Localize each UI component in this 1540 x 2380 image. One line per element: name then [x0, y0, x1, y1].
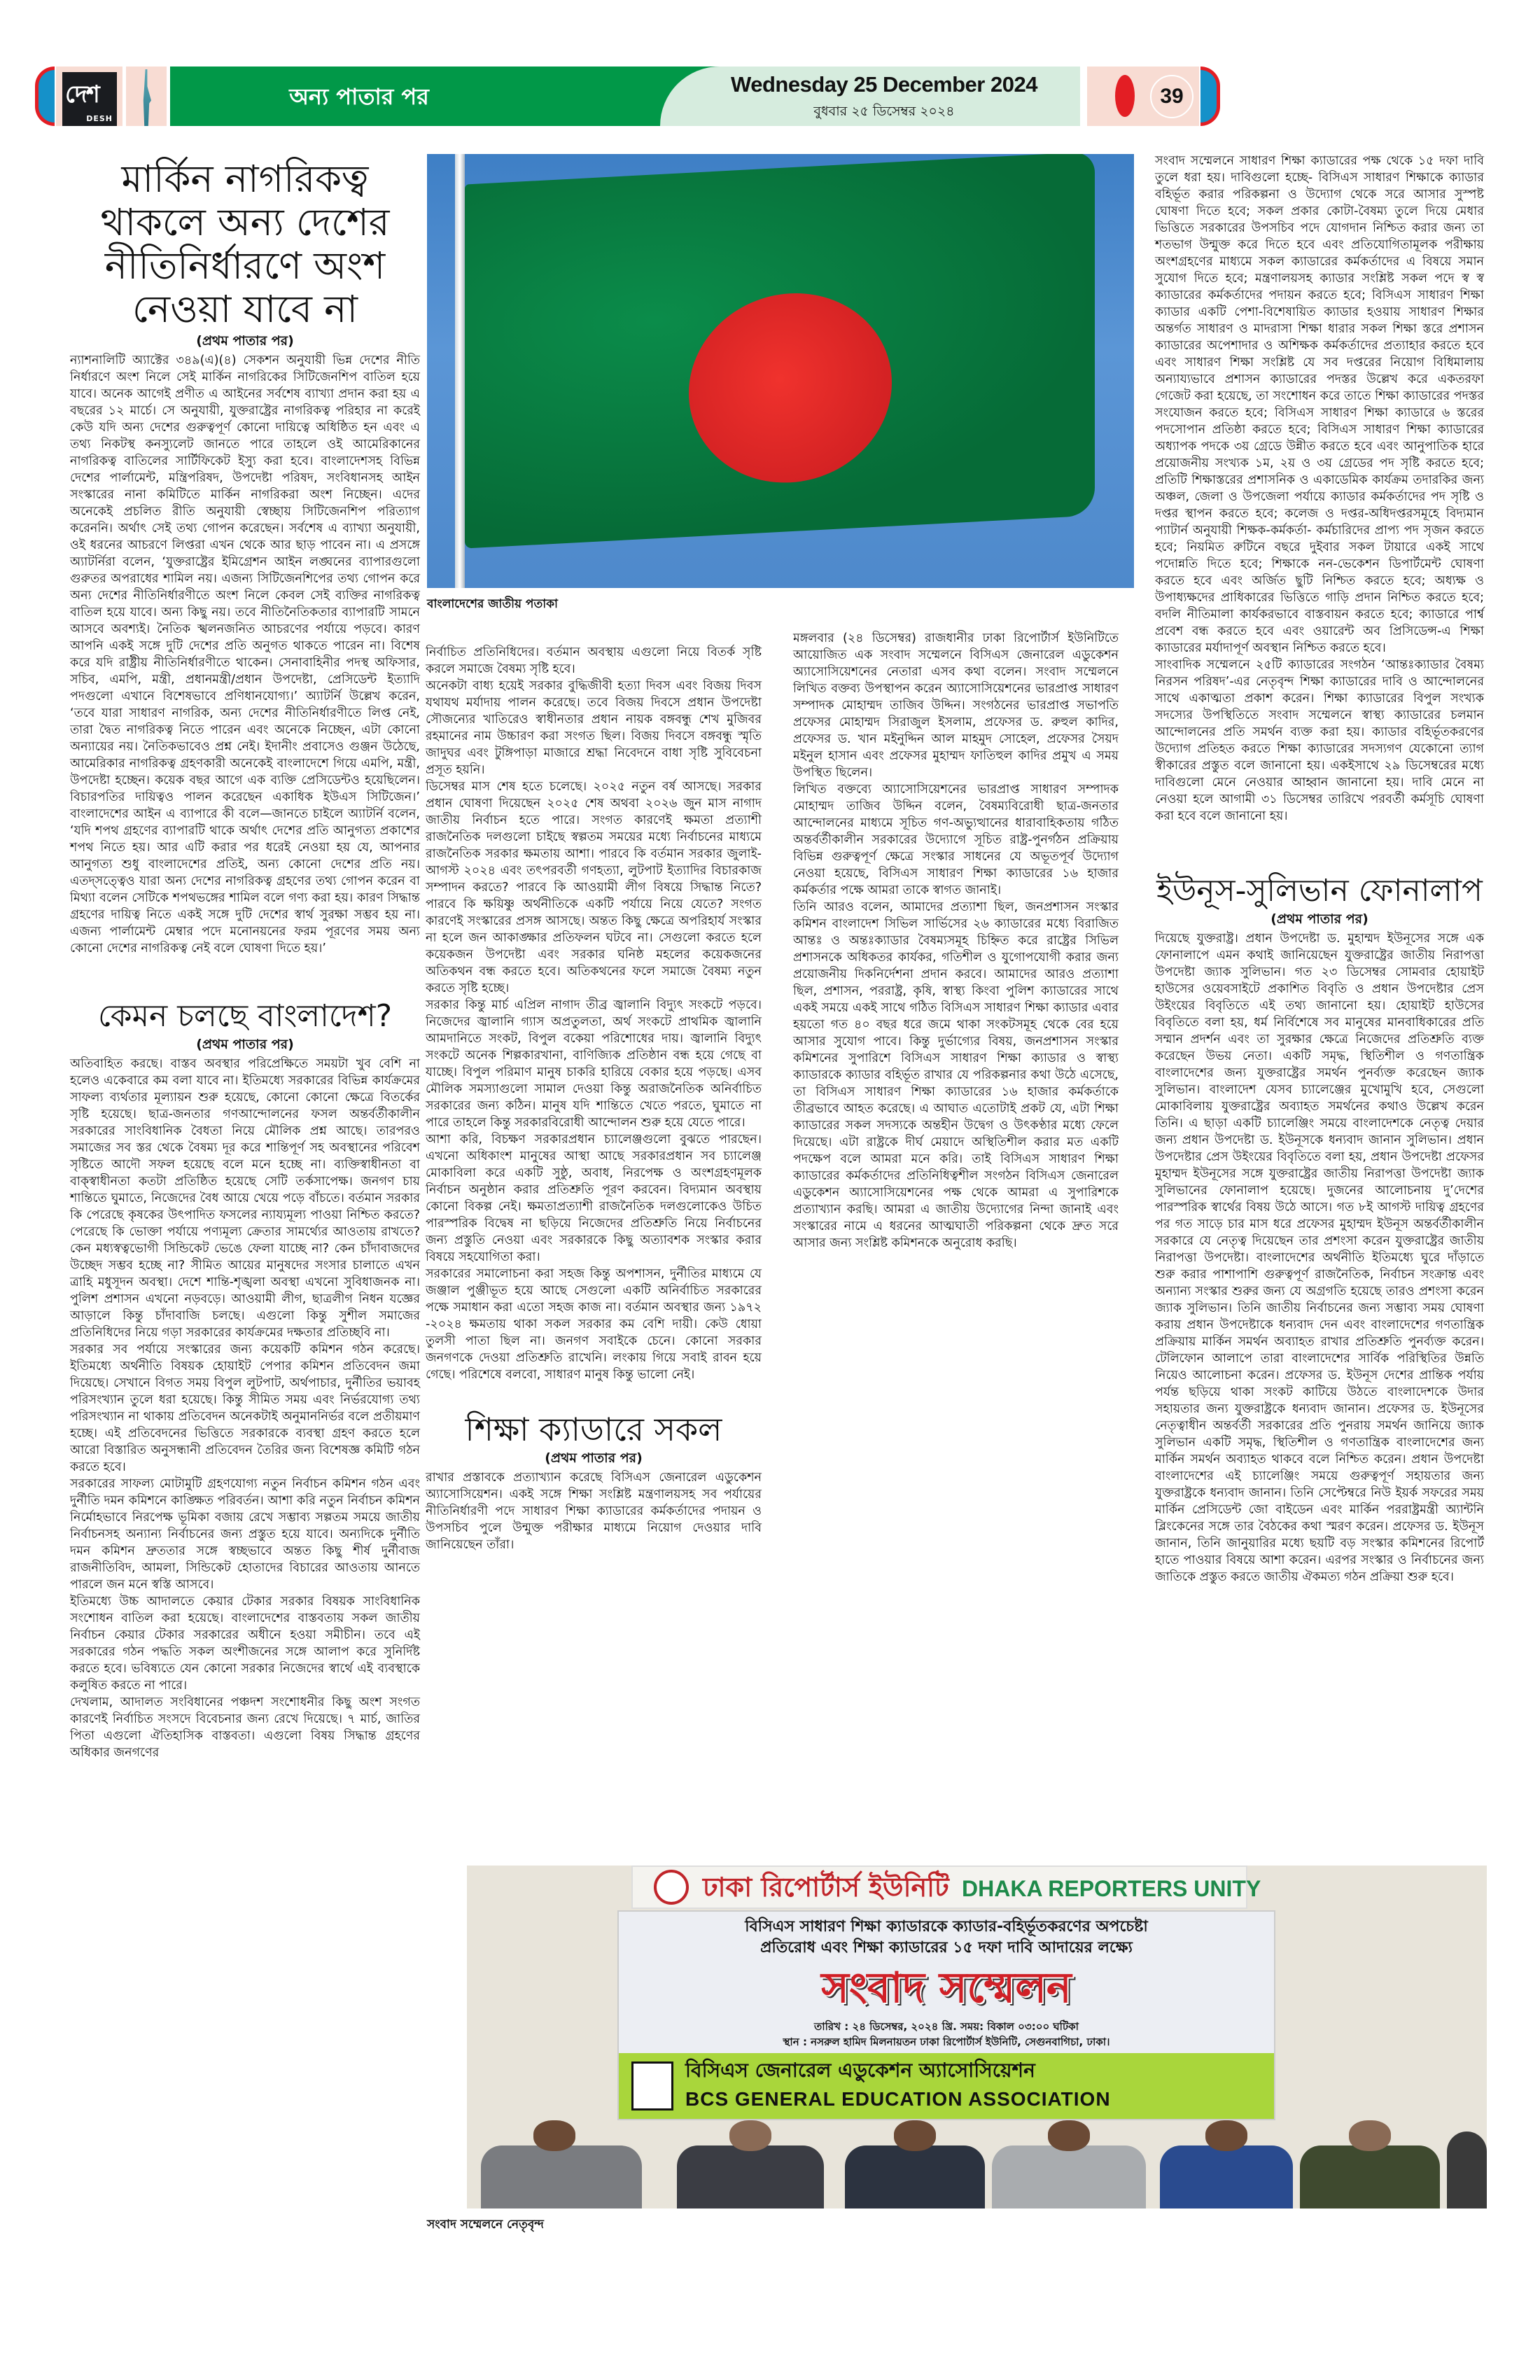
banner-date-time: তারিখ : ২৪ ডিসেম্বর, ২০২৪ খ্রি. সময়: বিকাল ০৩:০০ ঘটিকা — [814, 2020, 1079, 2033]
masthead — [35, 66, 1526, 126]
headline-education-cadre[interactable]: শিক্ষা ক্যাডারে সকল — [465, 1410, 722, 1448]
continued-label: (প্রথম পাতার পর) — [1270, 911, 1368, 927]
article-paragraph: দিয়েছে যুক্তরাষ্ট্র। প্রধান উপদেষ্টা ড. মুহাম্মদ ইউনূসের সঙ্গে এক ফোনালাপে এমন কথাই জানিয়েছেন যুক্তরাষ্ট্রের জাতীয় নিরাপত্তা উপদেষ্টা জ্যাক সুলিভান। গত ২৩ ডিসেম্বর সোমবার হোয়াইট হাউসের ওয়েবসাইটে প্রকাশিত বিবৃতি ও প্রধান উপদেষ্টার প্রেস উইংয়ের বিবৃতিতে এই তথ্য জানানো হয়। হোয়াইট হাউসের বিবৃতিতে বলা হয়, ধর্ম নির্বিশেষে সব মানুষের মানবাধিকারের প্রতি সম্মান প্রদর্শন এবং তা সুরক্ষার ক্ষেত্রে নিজেদের প্রতিশ্রুতি ব্যক্ত করেছেন উভয় নেতা। একটি সমৃদ্ধ, স্থিতিশীল ও গণতান্ত্রিক বাংলাদেশের জন্য যুক্তরাষ্ট্রের সমর্থন পুনর্ব্যক্ত করেছেন জ্যাক সুলিভান। বাংলাদেশ যেসব চ্যালেঞ্জের মুখোমুখি হবে, সেগুলো মোকাবিলায় যুক্তরাষ্ট্রের অব্যাহত সমর্থনের কথাও উল্লেখ করেন তিনি। এ ছাড়া একটি চ্যালেঞ্জিং সময়ে বাংলাদেশকে নেতৃত্ব দেয়ার জন্য প্রধান উপদেষ্টা ড. ইউনূসকে ধন্যবাদ জানান সুলিভান। প্রধান উপদেষ্টার প্রেস উইংয়ের বিবৃতিতে বলা হয়, প্রধান উপদেষ্টা প্রফেসর মুহাম্মদ ইউনূসের সঙ্গে যুক্তরাষ্ট্রের জাতীয় নিরাপত্তা উপদেষ্টা জ্যাক সুলিভানের ফোনালাপ হয়েছে। দুজনের আলোচনায় দু’দেশের পারস্পরিক স্বার্থের বিষয় উঠে আসে। গত ৮ই আগস্ট দায়িত্ব গ্রহণের পর গত সাড়ে চার মাস ধরে প্রফেসর মুহাম্মদ ইউনূস অন্তর্বর্তীকালীন সরকারে যে নেতৃত্ব দিয়েছেন তার প্রশংসা করেন যুক্তরাষ্ট্রের জাতীয় নিরাপত্তা উপদেষ্টা। বাংলাদেশের অর্থনীতি ইতিমধ্যে ঘুরে দাঁড়াতে শুরু করার পাশাপাশি গুরুত্বপূর্ণ রাজনৈতিক, নির্বাচন সংক্রান্ত এবং অন্যান্য সংস্কার শুরুর জন্য যে অগ্রগতি হয়েছে তারও প্রশংসা করেন জ্যাক সুলিভান। তিনি জাতীয় নির্বাচনের জন্য সম্ভাব্য সময় ঘোষণা করায় প্রধান উপদেষ্টাকে ধন্যবাদ দেন এবং বাংলাদেশের গণতান্ত্রিক প্রক্রিয়ায় মার্কিন সমর্থন অব্যাহত রাখার প্রতিশ্রুতি পুনর্ব্যক্ত করেন। টেলিফোন আলাপে তারা বাংলাদেশের সার্বিক পরিস্থিতির উন্নতি নিয়েও আলোচনা করেন। প্রফেসর ড. ইউনূস দেশের প্রান্তিক পর্যায় পর্যন্ত ছড়িয়ে থাকা সংকট কাটিয়ে উঠতে বাংলাদেশকে উদার সহায়তার জন্য যুক্তরাষ্ট্রকে ধন্যবাদ জানান। প্রফেসর ড. ইউনূসের নেতৃত্বাধীন অন্তর্বর্তী সরকারের প্রতি পুনরায় সমর্থন জানিয়ে জ্যাক সুলিভান একটি সমৃদ্ধ, স্থিতিশীল ও গণতান্ত্রিক বাংলাদেশের জন্য মার্কিন সমর্থন অব্যাহত থাকবে বলে নিশ্চিত করেন। প্রধান উপদেষ্টা বাংলাদেশের এই চ্যালেঞ্জিং সময়ে গুরুত্বপূর্ণ সহায়তার জন্য যুক্তরাষ্ট্রকে ধন্যবাদ জানান। তিনি সেপ্টেম্বরে নিউ ইয়র্ক সফরের সময় মার্কিন প্রেসিডেন্ট জো বাইডেন এবং মার্কিন পররাষ্ট্রমন্ত্রী অ্যান্টনি ব্লিংকেনের সঙ্গে তার বৈঠকের কথা স্মরণ করেন। প্রফেসর ড. ইউনূস জানান, তিনি জানুয়ারির মধ্যে ছয়টি বড় সংস্কার কমিশনের রিপোর্ট হাতে পাওয়ার বিষয়ে আশা করেন। এরপর সংস্কার ও নির্বাচনের জন্য জাতিকে প্রস্তুত করতে জাতীয় ঐকমত্য গঠন প্রক্রিয়া শুরু হবে। — [1155, 931, 1484, 1584]
banner-line-2: প্রতিরোধ এবং শিক্ষা ক্যাডারের ১৫ দফা দাবি আদায়ের লক্ষ্যে — [760, 1939, 1133, 1956]
article-paragraph: রাখার প্রস্তাবকে প্রত্যাখ্যান করেছে বিসিএস জেনারেল এডুকেশন অ্যাসোসিয়েশন। একই সঙ্গে শিক্ষা সংশ্লিষ্ট মন্ত্রণালয়সহ সব পর্যায়ের নীতিনির্ধারণী পদে সাধারণ শিক্ষা ক্যাডারের কর্মকর্তাদের পদায়ন ও উপসচিব পুলে উন্মুক্ত পরীক্ষার মাধ্যমে নিয়োগ দেওয়ার দাবি জানিয়েছেন তাঁরা। — [426, 1470, 762, 1552]
article-paragraph: সংবাদ সম্মেলনে সাধারণ শিক্ষা ক্যাডারের পক্ষ থেকে ১৫ দফা দাবি তুলে ধরা হয়। দাবিগুলো হচ্ছে- বিসিএস সাধারণ শিক্ষাকে ক্যাডার বহির্ভূত করার পরিকল্পনা ও উদ্যোগ থেকে সরে আসার সুস্পষ্ট ঘোষণা দিতে হবে; সকল প্রকার কোটা-বৈষম্য তুলে দিয়ে মেধার ভিত্তিতে সরকারের উপসচিব পদে যোগদান নিশ্চিত করার জন্য তা শতভাগ উন্মুক্ত করে দিতে হবে এবং প্রতিযোগিতামূলক পরীক্ষায় অংশগ্রহণের মাধ্যমে সকল ক্যাডারের কর্মকর্তাদের এ বিষয়ে সমান সুযোগ দিতে হবে; মন্ত্রণালয়সহ ক্যাডার সংশ্লিষ্ট সকল পদে স্ব স্ব ক্যাডারের কর্মকর্তাদের পদায়ন করতে হবে; বিসিএস সাধারণ শিক্ষা ক্যাডার একটি পেশা-বিশেষায়িত ক্যাডার হওয়ায় সাধারণ শিক্ষার অন্তর্গত সাধারণ ও মাদরাসা শিক্ষা ধারার সকল শিক্ষা স্তরে প্রশাসন ক্যাডারের অপেশাদার ও অশিক্ষক কর্মকর্তাদের প্রত্যাহার করতে হবে এবং সাধারণ শিক্ষা সংশ্লিষ্ট যে সব দপ্তরের নিয়োগ বিধিমালায় অন্যায্যভাবে প্রশাসন ক্যাডারের পদস্তর উল্লেখ করে একতরফা গেজেট করা হয়েছে, তা সংশোধন করে তাতে শিক্ষা ক্যাডারের পদস্তর সংযোজন করতে হবে; বিসিএস সাধারণ শিক্ষা ক্যাডারে ৬ স্তরের পদসোপান প্রতিষ্ঠা করতে হবে; বিসিএস সাধারণ শিক্ষা ক্যাডারের অধ্যাপক পদকে ৩য় গ্রেডে উন্নীত করতে হবে এবং আনুপাতিক হারে প্রয়োজনীয় সংখ্যক ১ম, ২য় ও ৩য় গ্রেডের পদ সৃষ্টি করতে হবে; প্রতিটি শিক্ষাস্তরের প্রশাসনিক ও একাডেমিক কার্যক্রম তদারকির জন্য অঞ্চল, জেলা ও উপজেলা পর্যায়ে ক্যাডার কর্মকর্তাদের পদ সৃষ্টি ও দপ্তর স্থাপন করতে হবে; কলেজ ও দপ্তর-অধিদপ্তরসমূহে বিদ্যমান প্যাটার্ন অনুযায়ী শিক্ষক-কর্মকর্তা- কর্মচারিদের প্রাপ্য পদ সৃজন করতে হবে; নিয়মিত রুটিনে বছরে দুইবার সকল টায়ারে একই সাথে পদোন্নতি দিতে হবে; শিক্ষাকে নন-ভেকেশন ডিপার্টমেন্ট ঘোষণা করতে হবে এবং অর্জিত ছুটি নিশ্চিত করতে হবে; অধ্যক্ষ ও উপাধ্যক্ষদের প্রাধিকারের ভিত্তিতে গাড়ি প্রদান নিশ্চিত করতে হবে; বদলি নীতিমালা কার্যকরভাবে বাস্তবায়ন করতে হবে; ক্যাডারে পার্শ্ব প্রবেশ বন্ধ করতে হবে এবং ওয়ারেন্ট অব প্রিসিডেন্স-এ শিক্ষা ক্যাডারের মর্যাদাপূর্ণ অবস্থান নিশ্চিত করতে হবে। — [1155, 154, 1484, 655]
article-paragraph: আশা করি, বিচক্ষণ সরকারপ্রধান চ্যালেঞ্জগুলো বুঝতে পারছেন। এখনো অধিকাংশ মানুষের আস্থা আছে সরকারপ্রধান সব চ্যালেঞ্জ মোকাবিলা করে একটি সুষ্ঠু, অবাধ, নিরপেক্ষ ও অংশগ্রহণমূলক নির্বাচন অনুষ্ঠান করার প্রতিশ্রুতি পূরণ করবেন। বিদ্যমান অবস্থায় কোনো বিকল্প নেই। ক্ষমতাপ্রত্যাশী রাজনৈতিক দলগুলোকেও উচিত পারস্পরিক বিদ্বেষ না ছড়িয়ে নিজেদের প্রতিশ্রুতি নিয়ে নির্বাচনের জন্য প্রস্তুতি নেওয়া এবং সরকারকে কিছু অত্যাবশক সংস্কার করার বিষয়ে সহযোগিতা করা। — [426, 1133, 762, 1264]
column-left — [70, 158, 420, 1761]
flag-photo-caption: বাংলাদেশের জাতীয় পতাকা — [427, 597, 558, 611]
flag-green-field — [465, 154, 1095, 549]
article-paragraph: সরকারের সমালোচনা করা সহজ কিন্তু অপশাসন, দুর্নীতির মাধ্যমে যে জঞ্জাল পুঞ্জীভূত হয়ে আছে সেগুলো একটি অনির্বাচিত সরকারের পক্ষে সমাধান করা এতো সহজ কাজ না। বর্তমান অবস্থার জন্য ১৯৭২ -২০২৪ ক্ষমতায় থাকা সকল সরকার কম বেশি দায়ী। কেউ ধোয়া তুলসী পাতা ছিল না। জনগণ সবাইকে চেনে। কোনো সরকার জনগণকে দেওয়া প্রতিশ্রুতি রাখেনি। লংকায় গিয়ে সবাই রাবন হয়ে গেছে। পরিশেষে বলবো, সাধারণ মানুষ কিন্তু ভালো নেই। — [426, 1267, 762, 1382]
logo-mark — [62, 72, 117, 126]
article-paragraph: সরকার সব পর্যায়ে সংস্কারের জন্য কয়েকটি কমিশন গঠন করেছে। ইতিমধ্যে অর্থনীতি বিষয়ক হোয়াইট পেপার কমিশন প্রতিবেদন জমা দিয়েছে। সেখানে বিগত সময় বিপুল লুটপাট, অর্থপাচার, দুর্নীতির ভয়াবহ পরিসংখ্যান তুলে ধরা হয়েছে। কিন্তু সীমিত সময় এবং নির্ভরযোগ্য তথ্য পরিসংখ্যান না থাকায় প্রতিবেদন অনেকটাই অনুমাননির্ভর বলে প্রতীয়মাণ হচ্ছে। এই প্রতিবেদনের ভিত্তিতে সরকারকে ব্যবস্থা গ্রহণ করতে হলে আরো বিস্তারিত অনুসন্ধানী প্রতিবেদন তৈরির জন্য বিশেষজ্ঞ কমিটি গঠন করতে হবে। — [70, 1342, 420, 1474]
article-paragraph: ন্যাশনালিটি অ্যাক্টের ৩৪৯(এ)(৪) সেকশন অনুযায়ী ভিন্ন দেশের নীতি নির্ধারণে অংশ নিলে সেই মার্কিন নাগরিকের সিটিজেনশিপ বাতিল হয়ে যাবে। অনেক আগেই প্রণীত এ আইনের সর্বশেষ ব্যাখ্যা প্রদান করা হয় এ বছরের ১২ মার্চে। সে অনুযায়ী, যুক্তরাষ্ট্রের নাগরিকত্ব পরিহার না করেই কেউ যদি অন্য দেশের গুরুত্বপূর্ণ কোনো দায়িত্বে অধিষ্ঠিত হন এবং এ তথ্য নিকটস্থ কনস্যুলেট জানতে পারে তাহলে ওই আমেরিকানের নাগরিকত্ব বাতিলের সার্টিফিকেট ইস্যু করা হবে। বাংলাদেশসহ বিভিন্ন দেশের পার্লামেন্ট, মন্ত্রিপরিষদ, উপদেষ্টা পরিষদ, সংবিধানসহ আইন সংস্কারের নানা কমিটিতে মার্কিন নাগরিকরা অংশ নিচ্ছেন। এদের অনেকেই প্রচলিত রীতি অনুযায়ী স্বেচ্ছায় সিটিজেনশিপ পরিত্যাগ করেননি। অর্থাৎ সেই তথ্য গোপন করেছেন। সর্বশেষ এ ব্যাখ্যা অনুযায়ী, ওই ধরনের আচরণে লিপ্তরা এখন থেকে আর ছাড় পাবেন না। এ প্রসঙ্গে অ্যাটর্নিরা বলেন, ‘যুক্তরাষ্ট্রের ইমিগ্রেশন আইন লঙ্ঘনের ব্যাপারগুলো গুরুতর অপরাধের শামিল নয়। এজন্য সিটিজেনশিপের তথ্য গোপন করে অন্য দেশের নীতিনির্ধারণীতে অংশ নিলে কেবল সেই ব্যক্তির নাগরিকত্ব বাতিল হয়ে যাবে। অন্য কিছু নয়। তবে নীতিনৈতিকতার ব্যাপারটি সামনে আসবে অবশ্যই। নৈতিক স্খলনজনিত আচরণের পর্যায়ে পড়বে। কারণ আপনি একই সঙ্গে দুটি দেশের প্রতি অনুগত থাকতে পারেন না। বিশেষ করে যদি রাষ্ট্রীয় নীতিনির্ধারণীতে থাকেন। সেনাবাহিনীর পদস্থ অফিসার, সচিব, এমপি, মন্ত্রী, প্রধানমন্ত্রী/প্রধান উপদেষ্টা, প্রেসিডেন্ট ইত্যাদি পদগুলো এখানে বিশেষভাবে প্রণিধানযোগ্য।’ অ্যাটর্নি উল্লেখ করেন, ‘তবে যারা সাধারণ নাগরিক, অন্য দেশের নীতিনির্ধারণীতে লিপ্ত নেই, তারা দ্বৈত নাগরিকত্ব নিতে পারেন এবং অনেকে নিচ্ছেন, এটা কোনো অন্যায়ের নয়। নৈতিকভাবেও প্রশ্ন নেই। ইদানীং প্রবাসেও গুঞ্জন উঠেছে, আমেরিকার নাগরিকত্ব গ্রহণকারী অনেকেই বাংলাদেশে গিয়ে এমপি, মন্ত্রী, উপদেষ্টা হচ্ছেন। কয়েক বছর আগে এক ব্যক্তি প্রেসিডেন্টও হয়েছিলেন। বিচারপতির দায়িত্বও পালন করেছেন একাধিক ইউএস সিটিজেন।’ বাংলাদেশের আইন এ ব্যাপারে কী বলে—জানতে চাইলে অ্যাটর্নি বলেন, ‘যদি শপথ গ্রহণের ব্যাপারটি থাকে অর্থাৎ দেশের প্রতি আনুগত্য প্রকাশের শপথ নিতে হয়। আর এটি করার পর ধরেই নেওয়া হয় যে, আপনার আনুগত্য শুধু বাংলাদেশের প্রতিই, অন্য কোনো দেশের প্রতি নয়। এতদ্সত্ত্বেও যারা অন্য দেশের নাগরিকত্ব গ্রহণের তথ্য গোপন করেন বা মিথ্যা বলেন সেটিকে শপথভঙ্গের শামিল বলে গণ্য করা হয়। কারণ সিদ্ধান্ত গ্রহণের দায়িত্ব নিতে একই সঙ্গে দুটি দেশের স্বার্থ সুরক্ষা সম্ভব হয় না। এজন্য পার্লামেন্ট মেম্বার পদে মনোনয়নের ফরম পূরণের সময় অন্য কোনো দেশের নাগরিকত্ব নেই বলে ঘোষণা দিতে হয়।’ — [70, 354, 420, 956]
date-english: Wednesday 25 December 2024 — [731, 72, 1037, 97]
seated-leaders — [467, 2120, 1487, 2208]
statue-of-liberty-icon — [126, 66, 167, 126]
flag-red-disc — [689, 288, 892, 488]
continued-label: (প্রথম পাতার পর) — [196, 333, 294, 349]
date-panel — [660, 66, 1080, 126]
article-paragraph: তিনি আরও বলেন, আমাদের প্রত্যাশা ছিল, জনপ্রশাসন সংস্কার কমিশন বাংলাদেশ সিভিল সার্ভিসের ২৬ ক্যাডারের মধ্যে বিরাজিত আন্তঃ ও অন্তঃক্যাডার বৈষম্যসমূহ চিহ্নিত করে রাষ্ট্রের সিভিল প্রশাসনকে অধিকতর কার্যকর, গতিশীল ও যুগোপযোগী করার জন্য প্রয়োজনীয় দিকনির্দেশনা প্রদান করবে। আমাদের আরও প্রত্যাশা ছিল, প্রশাসন, পররাষ্ট্র, কৃষি, স্বাস্থ্য কিংবা পুলিশ ক্যাডারের সাথে একই সময়ে একই সাথে গঠিত বিসিএস সাধারণ শিক্ষা ক্যাডার এবার হয়তো গত ৪০ বছর ধরে জমে থাকা সংকটসমূহ থেকে বের হয়ে আসার সুযোগ পাবে। কিন্তু দুর্ভাগ্যের বিষয়, জনপ্রশাসন সংস্কার কমিশনের সুপারিশে বিসিএস সাধারণ শিক্ষা ক্যাডার ও স্বাস্থ্য ক্যাডারকে ক্যাডার বহির্ভূত রাখার যে পরিকল্পনার কথা উঠে এসেছে, তা বিসিএস সাধারণ শিক্ষা ক্যাডারের ১৬ হাজার কর্মকর্তাকে তীব্রভাবে আহত করেছে। এ আঘাত এতোটাই প্রকট যে, এটা শিক্ষা ক্যাডারের সকল সদস্যকে অন্তহীন উদ্বেগ ও উৎকণ্ঠার মধ্যে ফেলে দিয়েছে। এটা রাষ্ট্রকে দীর্ঘ মেয়াদে অস্থিতিশীল করার মত একটি পদক্ষেপ বলে আমরা মনে করি। তাই বিসিএস সাধারণ শিক্ষা ক্যাডারের কর্মকর্তাদের প্রতিনিধিত্বশীল সংগঠন বিসিএস জেনারেল এডুকেশন অ্যাসোসিয়েশনের পক্ষ থেকে আমরা এ সুপারিশকে প্রত্যাখ্যান করছি। আমরা এ জাতীয় উদ্যোগের নিন্দা জানাই এবং সংস্কারের নামে এ ধরনের আত্মঘাতী পরিকল্পনা থেকে দ্রুত সরে আসার জন্য সংশ্লিষ্ট কমিশনকে অনুরোধ করছি। — [793, 900, 1119, 1250]
org-name-bn: বিসিএস জেনারেল এডুকেশন অ্যাসোসিয়েশন — [685, 2059, 1035, 2082]
column-right — [1155, 153, 1484, 1586]
article-paragraph: ডিসেম্বর মাস শেষ হতে চলেছে। ২০২৫ নতুন বর্ষ আসছে। সরকার প্রধান ঘোষণা দিয়েছেন ২০২৫ শেষ অথবা ২০২৬ জুন মাস নাগাদ জাতীয় নির্বাচন হতে পারে। সংগত কারণেই ক্ষমতা প্রত্যাশী রাজনৈতিক দলগুলো চাইছে স্বল্পতম সময়ের মধ্যে নির্বাচনের মাধ্যমে রাজনৈতিক সরকার ক্ষমতায় আশা। পারবে কি বর্তমান সরকার জুলাই-আগস্ট ২০২৪ এবং তৎপরবর্তী গণহত্যা, লুটপাট ইত্যাদির বিচারকাজ সম্পাদন করতে? পারবে কি আওয়ামী লীগ বিষয়ে সিদ্ধান্ত নিতে? পারবে কি ক্ষয়িষ্ণু অর্থনীতিকে একটি পর্যায়ে নিয়ে যেতে? সংগত কারণেই সংস্কারের প্রসঙ্গ আসছে। অন্তত কিছু ক্ষেত্রে অপরিহার্য সংস্কার না হলে জন আকাঙ্ক্ষার প্রতিফলন ঘটবে না। সেগুলো করতে হলে কয়েকজন উপদেষ্টা এবং সরকার ঘনিষ্ঠ মহলের কয়েকজনের অতিকথন বন্ধ করতে হবে। অতিকথনের ফলে সমাজে বৈষম্য নতুন করতে সৃষ্টি হচ্ছে। — [426, 780, 762, 995]
date-bangla: বুধবার ২৫ ডিসেম্বর ২০২৪ — [813, 104, 955, 119]
dru-signboard — [631, 1865, 1261, 1909]
flag-sun-icon — [1115, 75, 1135, 117]
page-number: 39 — [1150, 75, 1194, 118]
section-title: অন্য পাতার পর — [289, 83, 429, 110]
org-name-en: BCS GENERAL EDUCATION ASSOCIATION — [685, 2088, 1111, 2110]
article-paragraph: দেখলাম, আদালত সংবিধানের পঞ্চদশ সংশোধনীর কিছু অংশ সংগত কারণেই নির্বাচিত সংসদে বিবেচনার জন্য রেখে দিয়েছে। ৭ মার্চ, জাতির পিতা এগুলো ঐতিহাসিক বাস্তবতা। এগুলো বিষয় সিদ্ধান্ত গ্রহণের অধিকার জনগণের — [70, 1695, 420, 1760]
banner-line-1: বিসিএস সাধারণ শিক্ষা ক্যাডারকে ক্যাডার-বহির্ভূতকরণের অপচেষ্টা — [745, 1918, 1148, 1935]
article-paragraph: ইতিমধ্যে উচ্চ আদালতে কেয়ার টেকার সরকার বিষয়ক সাংবিধানিক সংশোধন বাতিল করা হয়েছে। বাংলাদেশের বাস্তবতায় সকল জাতীয় নির্বাচন কেয়ার টেকার সরকারের অধীনে হওয়া সমীচীন। তবে এই সরকারের গঠন পদ্ধতি সকল অংশীজনের সঙ্গে আলাপ করে সুনির্দিষ্ট করতে হবে। ভবিষ্যতে যেন কোনো সরকার নিজেদের স্বার্থে এই ব্যবস্থাকে কলুষিত করতে না পারে। — [70, 1594, 420, 1693]
dru-sign-en: DHAKA REPORTERS UNITY — [962, 1876, 1261, 1901]
logo-en-text: DESH — [86, 114, 113, 123]
press-banner — [617, 1910, 1275, 2120]
banner-org-stripe — [619, 2053, 1274, 2119]
column-center-right — [793, 630, 1119, 1252]
section-banner — [170, 66, 1080, 126]
continued-label: (প্রথম পাতার পর) — [545, 1450, 643, 1466]
banner-title: সংবাদ সম্মেলন — [821, 1963, 1072, 2012]
article-paragraph: সরকার কিন্তু মার্চ এপ্রিল নাগাদ তীব্র জ্বালানি বিদ্যুৎ সংকটে পড়বে। নিজেদের জ্বালানি গ্যাস অপ্রতুলতা, অর্থ সংকটে প্রাথমিক জ্বালানি আমদানিতে সংকট, বিপুল বকেয়া পরিশোধের দায়। জ্বালানি বিদ্যুৎ সংকটে অনেক শিল্পকারখানা, বাণিজ্যিক প্রতিষ্ঠান বন্ধ হয়ে গেছে বা যাচ্ছে। বিপুল পরিমাণ মানুষ চাকরি হারিয়ে বেকার হয়ে পড়ছে। এসব মৌলিক সমস্যাগুলো সামাল দেওয়া কিন্তু অরাজনৈতিক অনির্বাচিত সরকারের জন্য কঠিন। মানুষ যদি শান্তিতে খেতে পরতে, ঘুমাতে না পারে তাহলে কিন্তু সরকারবিরোধী আন্দোলন শুরু হয়ে যেতে পারে। — [426, 998, 762, 1130]
article-paragraph: সরকারের সাফল্য মোটামুটি গ্রহণযোগ্য নতুন নির্বাচন কমিশন গঠন এবং দুর্নীতি দমন কমিশনে কাঙ্ক্ষিত পরিবর্তন। আশা করি নতুন নির্বাচন কমিশন নির্মোহভাবে নিরপেক্ষ ভূমিকা বজায় রেখে সম্ভাব্য সল্পতম সময়ে জাতীয় নির্বাচনসহ অন্যান্য নির্বাচনের জন্য প্রস্তুত হয়ে যাবে। অন্যদিকে দুর্নীতি দমন কমিশন দ্রুততার সঙ্গে স্বচ্ছভাবে অন্তত কিছু শীর্ষ দুর্নীবাজ রাজনীতিবিদ, আমলা, সিন্ডিকেট হোতাদের বিচারের আওতায় আনতে পারলে জন মনে স্বস্তি আসবে। — [70, 1476, 420, 1592]
dru-logo-icon — [654, 1870, 689, 1905]
bangladesh-flag-photo[interactable] — [427, 154, 1134, 588]
article-paragraph: লিখিত বক্তব্যে অ্যাসোসিয়েশনের ভারপ্রাপ্ত সাধারণ সম্পাদক মোহাম্মদ তাজিব উদ্দিন বলেন, বৈষম্যবিরোধী ছাত্র-জনতার আন্দোলনের মাধ্যমে সূচিত গণ-অভ্যুত্থানের ধারাবাহিকতায় গঠিত অন্তর্বর্তীকালীন সরকারের উদ্যোগে সূচিত রাষ্ট্র-পুনর্গঠন প্রক্রিয়ায় বিভিন্ন গুরুত্বপূর্ণ ক্ষেত্রে সংস্কার সাধনের যে অভূতপূর্ব উদ্যোগ নেওয়া হয়েছে, বিসিএস সাধারণ শিক্ষা ক্যাডারের ১৬ হাজার কর্মকর্তার পক্ষে আমরা তাকে স্বাগত জানাই। — [793, 783, 1119, 897]
banner-venue: স্থান : নসরুল হামিদ মিলনায়তন ঢাকা রিপোর্টার্স ইউনিটি, সেগুনবাগিচা, ঢাকা। — [783, 2036, 1110, 2048]
press-photo-caption: সংবাদ সম্মেলনে নেতৃবৃন্দ — [427, 2218, 544, 2232]
article-paragraph: অনেকটা বাধ্য হয়েই সরকার বুদ্ধিজীবী হত্যা দিবস এবং বিজয় দিবস যথাযথ মর্যাদায় পালন করেছে। তবে বিজয় দিবসে প্রধান উপদেষ্টা সৌজন্যের খাতিরেও স্বাধীনতার প্রধান নায়ক বঙ্গবন্ধু শেখ মুজিবর রহমানের নাম উচ্চারণ করা সংগত ছিল। বিজয় দিবসে বঙ্গবন্ধু স্মৃতি জাদুঘর এবং টুঙ্গিপাড়া মাজারে শ্রদ্ধা নিবেদনে বাধা সৃষ্টি সুবিবেচনা প্রসূত হয়নি। — [426, 679, 762, 777]
association-logo-icon — [631, 2062, 673, 2110]
article-paragraph: নির্বাচিত প্রতিনিধিদের। বর্তমান অবস্থায় এগুলো নিয়ে বিতর্ক সৃষ্টি করলে সমাজে বৈষম্য সৃষ্টি হবে। — [426, 645, 762, 676]
logo-bn-text: দেশ — [65, 80, 99, 108]
headline-yunus-sullivan[interactable]: ইউনূস-সুলিভান ফোনালাপ — [1156, 873, 1483, 909]
article-paragraph: মঙ্গলবার (২৪ ডিসেম্বর) রাজধানীর ঢাকা রিপোর্টার্স ইউনিটিতে আয়োজিত এক সংবাদ সম্মেলনে বিসিএস জেনারেল এডুকেশন অ্যাসোসিয়েশনের নেতারা এসব কথা বলেন। সংবাদ সম্মেলনে লিখিত বক্তব্য উপস্থাপন করেন অ্যাসোসিয়েশনের ভারপ্রাপ্ত সাধারণ সম্পাদক মোহাম্মদ তাজিব উদ্দিন। সংগঠনের ভারপ্রাপ্ত সভাপতি প্রফেসর মোহাম্মদ সিরাজুল ইসলাম, প্রফেসর ড. রুহুল কাদির, প্রফেসর ড. খান মইনুদ্দিন আল মাহমুদ সোহেল, প্রফেসর সৈয়দ মইনুল হাসান এবং প্রফেসর মুহাম্মদ ফাতিহুল কাদির প্রমুখ এ সময় উপস্থিত ছিলেন। — [793, 631, 1119, 780]
newspaper-logo[interactable] — [56, 66, 122, 126]
headline-how-is-bangladesh[interactable]: কেমন চলছে বাংলাদেশ? — [97, 998, 393, 1035]
article-paragraph: অতিবাহিত করছে। বাস্তব অবস্থার পরিপ্রেক্ষিতে সময়টা খুব বেশি না হলেও একেবারে কম বলা যাবে না। ইতিমধ্যে সরকারের বিভিন্ন কার্যক্রমের সাফল্য ব্যর্থতার মূল্যায়ন শুরু হয়েছে, কোনো কোনো ক্ষেত্রে বিতর্কের সৃষ্টি হয়েছে। ছাত্র-জনতার গণআন্দোলনের ফসল অন্তর্বর্তীকালীন সরকারের সাংবিধানিক বৈধতা নিয়ে মৌলিক প্রশ্ন আছে। তারপরও সমাজের সব স্তর থেকে বৈষম্য দূর করে শান্তিপূর্ণ সহ অবস্থানের পরিবেশ সৃষ্টিতে আদৌ সফল হয়েছে বলে মনে হচ্ছে না। ব্যক্তিস্বাধীনতা বা বাক্স্বাধীনতা কতটা প্রতিষ্ঠিত হয়েছে সেটি তর্কসাপেক্ষ। জনগণ চায় শান্তিতে ঘুমাতে, নিজেদের বৈধ আয়ে খেয়ে পড়ে বাঁচতে। বর্তমান সরকার কি পেরেছে কৃষকের উৎপাদিত ফসলের ন্যায্যমূল্য পাওয়া নিশ্চিত করতে? পেরেছে কি ভোক্তা পর্যায়ে পণ্যমূল্য ক্রেতার সামর্থ্যের আওতায় রাখতে? কেন মধ্যস্বত্বভোগী সিন্ডিকেট ভেঙে ফেলা যাচ্ছে না? কেন চাঁদাবাজদের উচ্ছেদ সম্ভব হচ্ছে না? সীমিত আয়ের মানুষদের সংসার চালাতে এখন ত্রাহি মধুসূদন অবস্থা। দেশে শান্তি-শৃঙ্খলা অবস্থা এখনো সুবিধাজনক না। পুলিশ প্রশাসন এখনো নড়বড়ে। আওয়ামী লীগ, ছাত্রলীগ নিধন যজ্ঞের আড়ালে কিন্তু চাঁদাবাজি চলছে। এগুলো কিন্তু সুশীল সমাজের প্রতিনিধিদের নিয়ে গড়া সরকারের কার্যক্রমের দক্ষতার প্রতিচ্ছবি না। — [70, 1056, 420, 1340]
press-conference-photo[interactable] — [467, 1865, 1487, 2208]
dru-sign-bn: ঢাকা রিপোর্টার্স ইউনিটি — [703, 1872, 949, 1903]
column-center-left — [426, 644, 762, 1553]
page-number-box — [1087, 66, 1199, 126]
masthead-right-cap — [1200, 66, 1220, 126]
headline-us-citizenship[interactable]: মার্কিন নাগরিকত্ব থাকলে অন্য দেশের নীতিনির্ধারণে অংশ নেওয়া যাবে না — [100, 157, 390, 332]
article-paragraph: সাংবাদিক সম্মেলনে ২৫টি ক্যাডারের সংগঠন ‘আন্তঃক্যাডার বৈষম্য নিরসন পরিষদ’-এর নেতৃবৃন্দ শিক্ষা ক্যাডারের দাবি ও আন্দোলনের সাথে একাত্মতা প্রকাশ করেন। শিক্ষা ক্যাডারের বিপুল সংখ্যক সদস্যের উপস্থিতিতে সংবাদ সম্মেলনে স্বাস্থ্য ক্যাডারের চলমান আন্দোলনের প্রতি সমর্থন ব্যক্ত করা হয়। ক্যাডার বহির্ভূতকরণের উদ্যোগ প্রতিহত করতে শিক্ষা ক্যাডারের সদস্যগণ যেকোনো ত্যাগ স্বীকারের প্রস্তুত বলে জানানো হয়। একইসাথে ২৯ ডিসেম্বরের মধ্যে দাবিগুলো মেনে নেওয়ার আহ্বান জানানো হয়। দাবি মেনে না নেওয়া হলে আগামী ৩১ ডিসেম্বর তারিখে পরবর্তী কর্মসূচি ঘোষণা করা হবে বলে জানানো হয়। — [1155, 658, 1484, 823]
masthead-left-cap — [35, 66, 55, 126]
flag-pole — [455, 154, 465, 588]
continued-label: (প্রথম পাতার পর) — [196, 1036, 294, 1052]
